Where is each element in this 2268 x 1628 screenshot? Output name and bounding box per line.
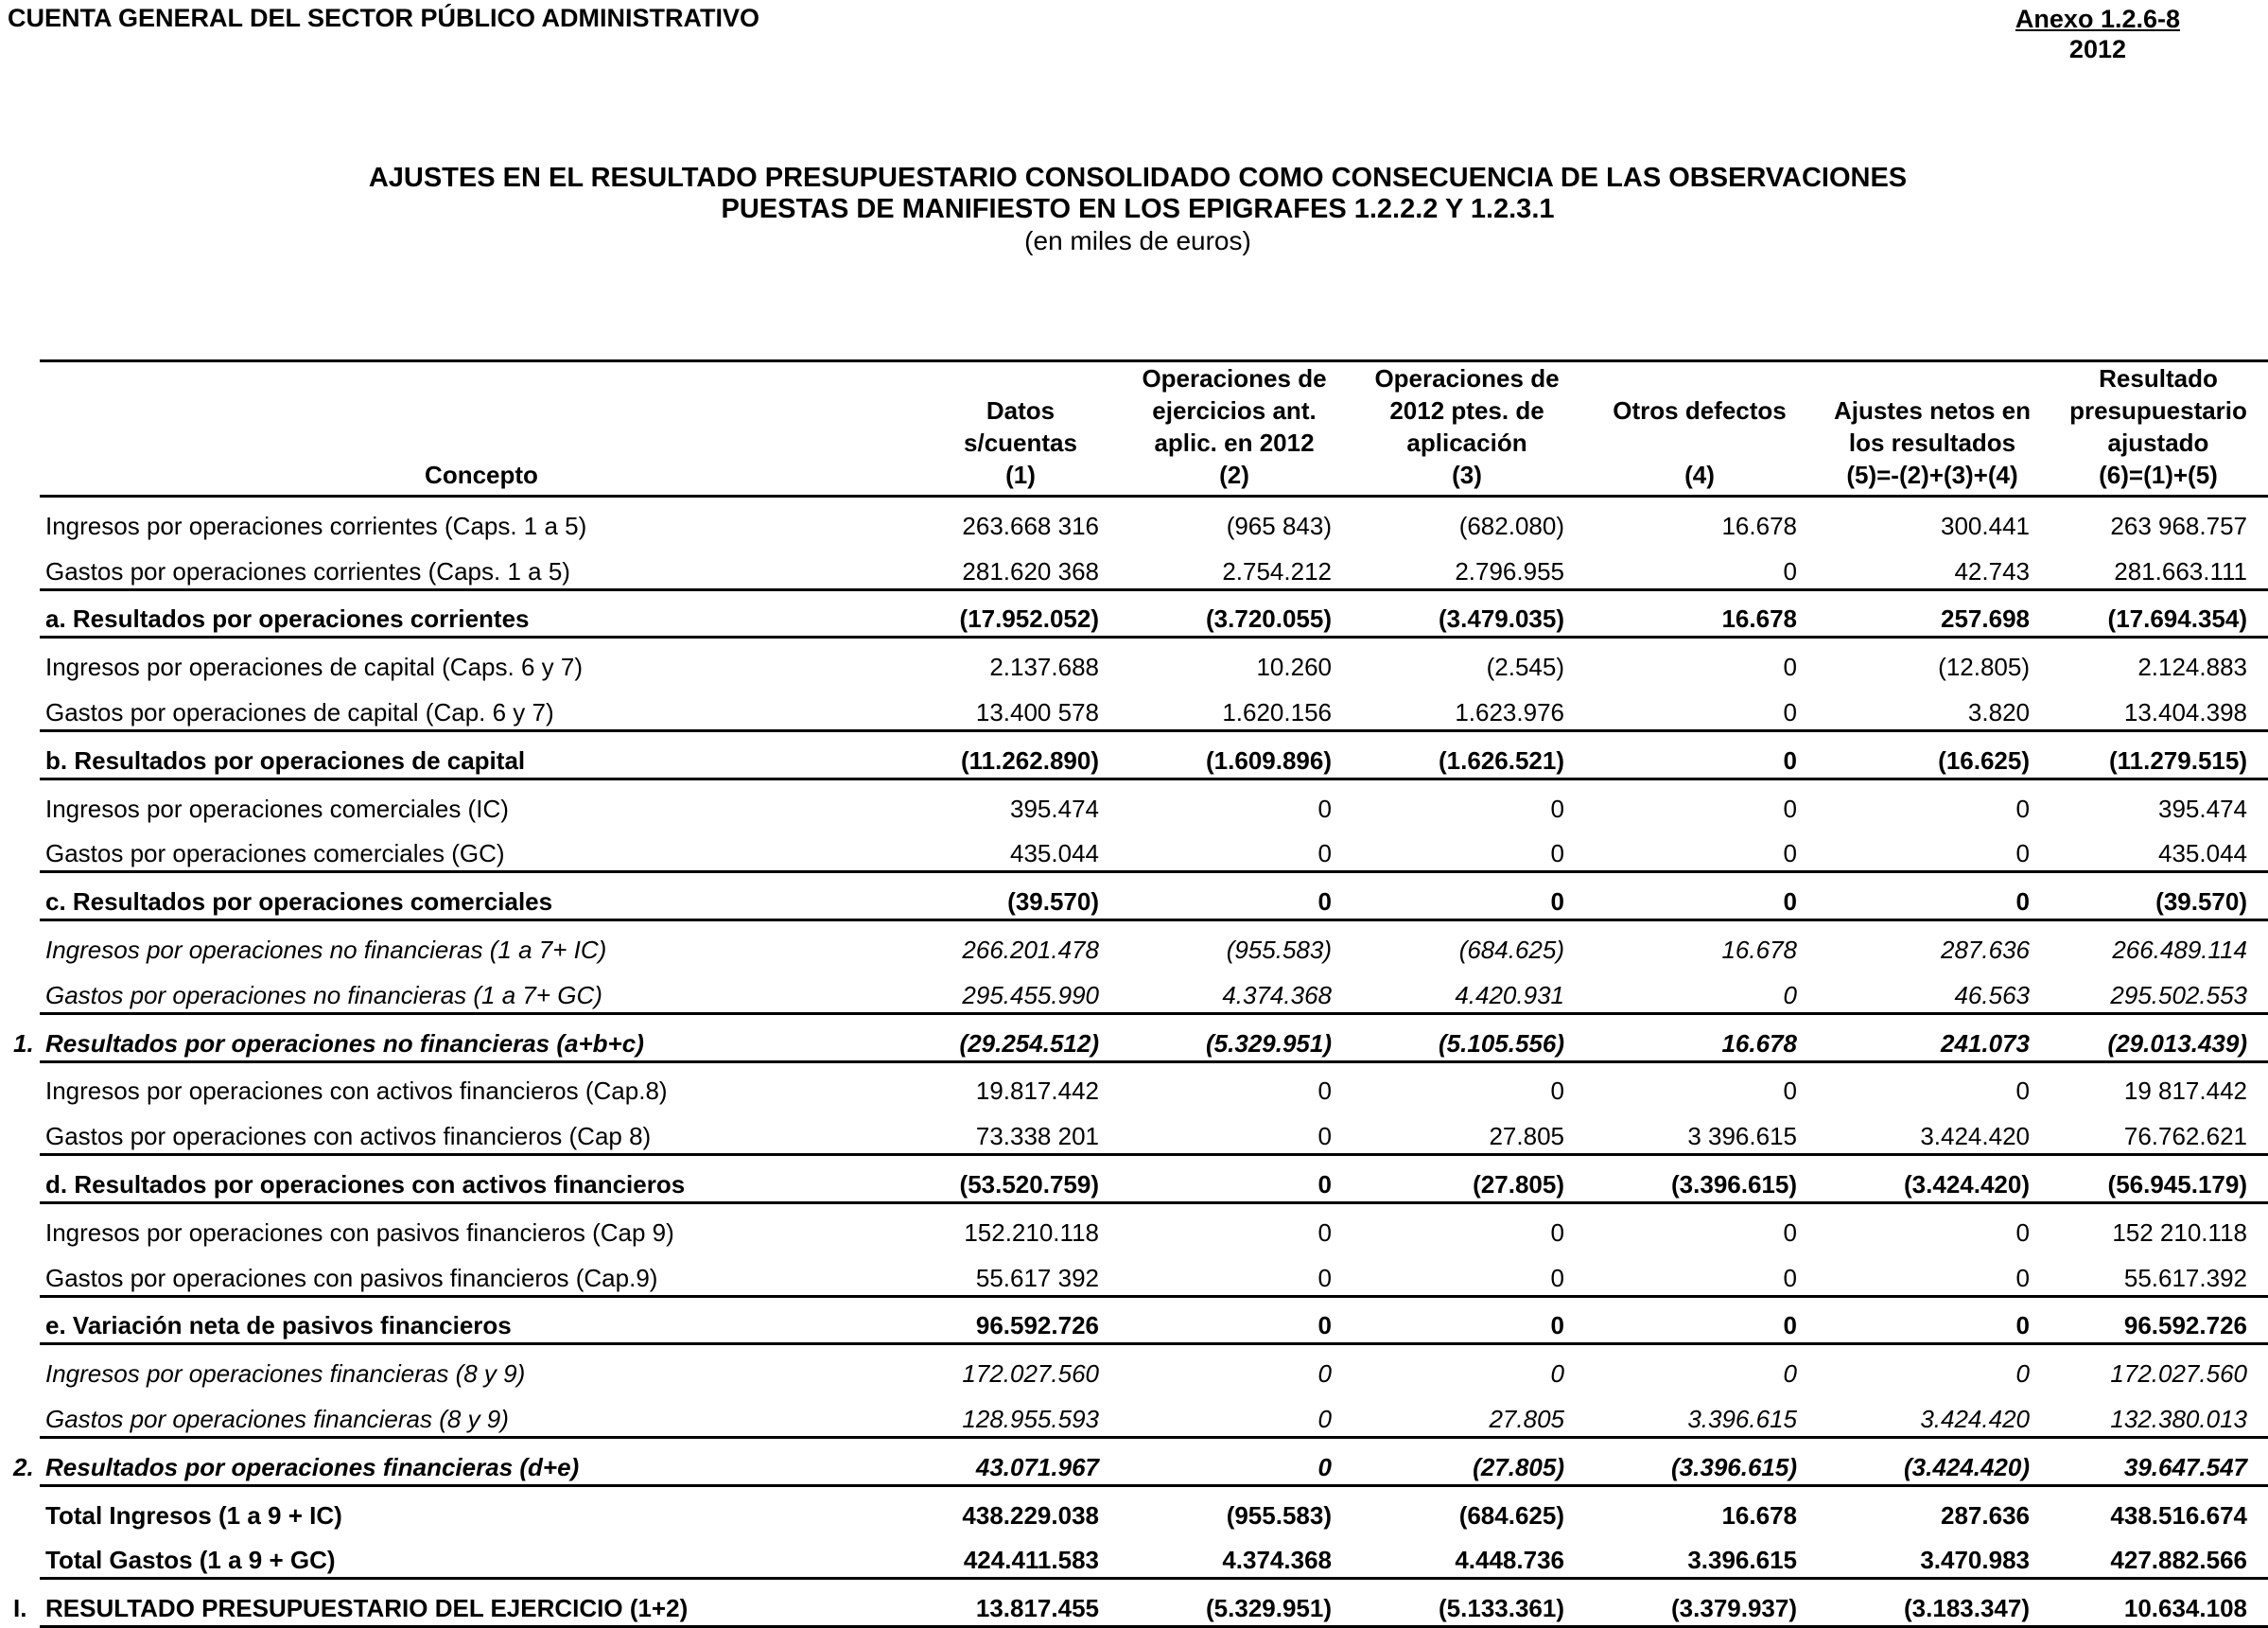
value-cell-col3: (684.625) xyxy=(1351,1485,1583,1532)
value-cell-col2: 0 xyxy=(1118,779,1351,825)
value-cell-col5: 0 xyxy=(1816,1202,2049,1249)
column-header-line: s/cuentas xyxy=(964,429,1077,457)
annex-label xyxy=(2015,4,2180,64)
value-cell-col1: (17.952.052) xyxy=(923,589,1118,638)
value-cell-col2: 0 xyxy=(1118,1344,1351,1391)
concept-cell xyxy=(40,638,923,684)
concept-cell xyxy=(40,1344,923,1391)
value-cell-col2: 0 xyxy=(1118,872,1351,920)
value-cell-col6: (29.013.439) xyxy=(2049,1013,2268,1061)
concept-label: Ingresos por operaciones no financieras (1 a 7+ IC) xyxy=(45,935,607,964)
value-cell-col4: 0 xyxy=(1583,1202,1816,1249)
concept-label: Total Ingresos (1 a 9 + IC) xyxy=(45,1500,342,1530)
value-cell-col3: 0 xyxy=(1351,779,1583,825)
value-cell-col2: 10.260 xyxy=(1118,638,1351,684)
concept-cell xyxy=(13,1013,923,1061)
concept-label: Ingresos por operaciones financieras (8 y 9) xyxy=(45,1359,526,1389)
value-cell-col4: 0 xyxy=(1583,1344,1816,1391)
concept-cell xyxy=(40,1532,923,1579)
value-cell-col4: 0 xyxy=(1583,1296,1816,1344)
concept-label: a. Resultados por operaciones corrientes xyxy=(45,604,530,634)
column-header-line: Operaciones de xyxy=(1374,364,1560,393)
value-cell-col5: 287.636 xyxy=(1816,920,2049,967)
value-cell-col2: 0 xyxy=(1118,1061,1351,1108)
concept-cell xyxy=(13,1579,923,1627)
concept-label: Gastos por operaciones con pasivos financieros (Cap.9) xyxy=(45,1263,658,1292)
value-cell-col6: 55.617.392 xyxy=(2123,1263,2247,1292)
value-cell-col4: 0 xyxy=(1583,730,1816,779)
concept-label: Gastos por operaciones financieras (8 y 9) xyxy=(45,1404,509,1433)
table-row xyxy=(40,1532,2268,1579)
value-cell-col6: 19 817.442 xyxy=(2049,1061,2268,1108)
concept-label: b. Resultados por operaciones de capital xyxy=(45,745,526,775)
value-cell-col3: 1.623.976 xyxy=(1455,697,1564,726)
concept-label: Ingresos por operaciones de capital (Caps. 6 y 7) xyxy=(45,653,583,682)
value-cell-col5: 3.820 xyxy=(1967,697,2030,726)
value-cell-col5: 3.424.420 xyxy=(1920,1404,2030,1433)
value-cell-col6: 427.882.566 xyxy=(2110,1546,2247,1575)
column-header-2 xyxy=(1118,361,1351,497)
concept-cell xyxy=(40,1391,923,1437)
table-row xyxy=(40,730,2268,779)
value-cell-col6: 172.027.560 xyxy=(2049,1344,2268,1391)
concept-label: Ingresos por operaciones con activos financieros (Cap.8) xyxy=(45,1077,668,1106)
value-cell-col2: 1.620.156 xyxy=(1222,697,1332,726)
value-cell-col4: 16.678 xyxy=(1583,920,1816,967)
value-cell-col2: (1.609.896) xyxy=(1118,730,1351,779)
value-cell-col4: 16.678 xyxy=(1721,511,1797,540)
value-cell-col3: 0 xyxy=(1351,1061,1583,1108)
column-header-line: (1) xyxy=(1005,461,1036,489)
value-cell-col1: 266.201.478 xyxy=(923,920,1118,967)
column-header-line: los resultados xyxy=(1848,429,2016,457)
concept-cell xyxy=(40,872,923,920)
value-cell-col6: 39.647.547 xyxy=(2049,1437,2268,1485)
concept-label: Resultados por operaciones financieras (d+e) xyxy=(45,1452,580,1481)
column-header-line: Concepto xyxy=(425,461,538,489)
value-cell-col5: 0 xyxy=(2015,1263,2030,1292)
value-cell-col5: 0 xyxy=(1816,1061,2049,1108)
value-cell-col6: 10.634.108 xyxy=(2049,1579,2268,1627)
value-cell-col2: 0 xyxy=(1317,1263,1332,1292)
concept-cell xyxy=(40,497,923,543)
column-header-line: (4) xyxy=(1684,461,1715,489)
table-row xyxy=(40,497,2268,543)
value-cell-col2: (965 843) xyxy=(1226,511,1332,540)
value-cell-col4: (3.379.937) xyxy=(1583,1579,1816,1627)
value-cell-col3: (27.805) xyxy=(1351,1437,1583,1485)
value-cell-col4: 3 396.615 xyxy=(1687,1122,1797,1151)
document-title xyxy=(0,163,2268,257)
concept-label: RESULTADO PRESUPUESTARIO DEL EJERCICIO (1+2) xyxy=(45,1594,689,1623)
value-cell-col2: (3.720.055) xyxy=(1118,589,1351,638)
value-cell-col3: (27.805) xyxy=(1351,1155,1583,1203)
value-cell-col2: 0 xyxy=(1317,1122,1332,1151)
value-cell-col6: (17.694.354) xyxy=(2049,589,2268,638)
value-cell-col1: (11.262.890) xyxy=(923,730,1118,779)
concept-cell xyxy=(40,1202,923,1249)
value-cell-col1: 128.955.593 xyxy=(962,1404,1099,1433)
table-row xyxy=(40,543,2268,589)
value-cell-col1: 438.229.038 xyxy=(923,1485,1118,1532)
table-row xyxy=(40,779,2268,825)
value-cell-col4: 0 xyxy=(1783,1263,1797,1292)
value-cell-col4: (3.396.615) xyxy=(1583,1155,1816,1203)
value-cell-col2: 0 xyxy=(1118,1155,1351,1203)
value-cell-col5: (3.183.347) xyxy=(1816,1579,2049,1627)
value-cell-col1: 13.400 578 xyxy=(975,697,1099,726)
value-cell-col4: 3.396.615 xyxy=(1687,1404,1797,1433)
concept-cell xyxy=(40,684,923,730)
value-cell-col2: (955.583) xyxy=(1118,920,1351,967)
table-row xyxy=(40,1250,2268,1296)
table-row xyxy=(40,1013,2268,1061)
table-row xyxy=(40,1391,2268,1437)
value-cell-col4: (3.396.615) xyxy=(1583,1437,1816,1485)
table-row xyxy=(40,826,2268,872)
table-row xyxy=(40,1344,2268,1391)
concept-label: c. Resultados por operaciones comerciales xyxy=(45,887,553,917)
concept-cell xyxy=(40,1108,923,1154)
value-cell-col1: 96.592.726 xyxy=(923,1296,1118,1344)
value-cell-col4: 16.678 xyxy=(1583,1013,1816,1061)
table-row xyxy=(40,589,2268,638)
value-cell-col1: 55.617 392 xyxy=(975,1263,1099,1292)
value-cell-col6: 266.489.114 xyxy=(2049,920,2268,967)
value-cell-col4: 16.678 xyxy=(1583,589,1816,638)
value-cell-col5: 0 xyxy=(2015,839,2030,868)
row-number: 1. xyxy=(13,1028,34,1058)
column-header-3 xyxy=(1351,361,1583,497)
concept-label: Gastos por operaciones de capital (Cap. 6 y 7) xyxy=(45,697,554,726)
value-cell-col5: (3.424.420) xyxy=(1816,1437,2049,1485)
value-cell-col6: 395.474 xyxy=(2049,779,2268,825)
concept-label: Resultados por operaciones no financieras (a+b+c) xyxy=(45,1028,644,1058)
annex-number: Anexo 1.2.6-8 xyxy=(2015,5,2180,33)
value-cell-col6: 152 210.118 xyxy=(2049,1202,2268,1249)
value-cell-col1: (29.254.512) xyxy=(923,1013,1118,1061)
value-cell-col4: 0 xyxy=(1583,1061,1816,1108)
concept-cell xyxy=(40,779,923,825)
value-cell-col2: 0 xyxy=(1118,1437,1351,1485)
concept-cell xyxy=(40,589,923,638)
value-cell-col3: 0 xyxy=(1550,839,1564,868)
value-cell-col1: 395.474 xyxy=(923,779,1118,825)
value-cell-col1: 43.071.967 xyxy=(923,1437,1118,1485)
value-cell-col1: 19.817.442 xyxy=(923,1061,1118,1108)
value-cell-col3: (5.105.556) xyxy=(1351,1013,1583,1061)
column-header-line: Datos xyxy=(986,396,1055,425)
value-cell-col5: 0 xyxy=(1816,1344,2049,1391)
table-row xyxy=(40,638,2268,684)
table-row xyxy=(40,1108,2268,1154)
value-cell-col5: (16.625) xyxy=(1816,730,2049,779)
value-cell-col4: 3.396.615 xyxy=(1687,1546,1797,1575)
value-cell-col4: 0 xyxy=(1783,839,1797,868)
value-cell-col3: 27.805 xyxy=(1489,1404,1564,1433)
column-header-line: (6)=(1)+(5) xyxy=(2099,461,2218,489)
column-header-line: ejercicios ant. xyxy=(1152,396,1317,425)
concept-label: Gastos por operaciones con activos financieros (Cap 8) xyxy=(45,1122,652,1151)
concept-cell xyxy=(40,1061,923,1108)
table-row xyxy=(40,967,2268,1013)
value-cell-col5: 0 xyxy=(1816,872,2049,920)
concept-cell xyxy=(40,1155,923,1203)
value-cell-col1: 424.411.583 xyxy=(963,1546,1099,1575)
adjustments-table xyxy=(13,359,2268,1628)
concept-label: Total Gastos (1 a 9 + GC) xyxy=(45,1546,336,1575)
value-cell-col2: 4.374.368 xyxy=(1222,1546,1332,1575)
column-header-line: Resultado xyxy=(2099,364,2218,393)
value-cell-col1: 295.455.990 xyxy=(962,980,1099,1009)
value-cell-col6: 96.592.726 xyxy=(2049,1296,2268,1344)
value-cell-col4: 0 xyxy=(1583,872,1816,920)
column-header-6 xyxy=(2049,361,2268,497)
value-cell-col6: 132.380.013 xyxy=(2110,1404,2247,1433)
column-header-line: (3) xyxy=(1452,461,1482,489)
value-cell-col1: 73.338 201 xyxy=(975,1122,1099,1151)
concept-cell xyxy=(40,1485,923,1532)
value-cell-col1: 281.620 368 xyxy=(962,556,1099,586)
row-number: 2. xyxy=(13,1452,34,1481)
table-row xyxy=(40,1437,2268,1485)
column-header-line: 2012 ptes. de xyxy=(1389,396,1544,425)
table-row xyxy=(40,1202,2268,1249)
value-cell-col2: 0 xyxy=(1118,1202,1351,1249)
value-cell-col2: 4.374.368 xyxy=(1222,980,1332,1009)
value-cell-col1: 13.817.455 xyxy=(923,1579,1118,1627)
concept-cell xyxy=(40,730,923,779)
value-cell-col3: 0 xyxy=(1351,1296,1583,1344)
value-cell-col3: (1.626.521) xyxy=(1351,730,1583,779)
value-cell-col5: 42.743 xyxy=(1954,556,2030,586)
table-row xyxy=(40,872,2268,920)
value-cell-col1: 152.210.118 xyxy=(923,1202,1118,1249)
value-cell-col3: (5.133.361) xyxy=(1351,1579,1583,1627)
column-header-line: Operaciones de xyxy=(1142,364,1327,393)
value-cell-col6: 2.124.883 xyxy=(2049,638,2268,684)
table-row xyxy=(40,920,2268,967)
concept-label: d. Resultados por operaciones con activos financieros xyxy=(45,1169,686,1199)
value-cell-col5: 300.441 xyxy=(1941,511,2030,540)
value-cell-col5: 3.424.420 xyxy=(1920,1122,2030,1151)
value-cell-col3: (2.545) xyxy=(1351,638,1583,684)
value-cell-col3: 4.420.931 xyxy=(1455,980,1564,1009)
value-cell-col3: 0 xyxy=(1550,1263,1564,1292)
value-cell-col3: (682.080) xyxy=(1458,511,1564,540)
value-cell-col5: 287.636 xyxy=(1816,1485,2049,1532)
value-cell-col3: 27.805 xyxy=(1489,1122,1564,1151)
value-cell-col6: (11.279.515) xyxy=(2049,730,2268,779)
value-cell-col2: 0 xyxy=(1317,1404,1332,1433)
value-cell-col6: 438.516.674 xyxy=(2049,1485,2268,1532)
concept-cell xyxy=(40,826,923,872)
column-header-line: (2) xyxy=(1219,461,1249,489)
column-header-0 xyxy=(40,361,923,497)
table-header xyxy=(40,361,2268,497)
value-cell-col4: 0 xyxy=(1783,980,1797,1009)
column-header-line: (5)=-(2)+(3)+(4) xyxy=(1846,461,2018,489)
value-cell-col3: 0 xyxy=(1351,872,1583,920)
value-cell-col6: 435.044 xyxy=(2158,839,2247,868)
concept-label: Gastos por operaciones comerciales (GC) xyxy=(45,839,505,868)
value-cell-col2: 0 xyxy=(1118,1296,1351,1344)
value-cell-col3: 0 xyxy=(1351,1344,1583,1391)
table-row xyxy=(40,1155,2268,1203)
value-cell-col5: 46.563 xyxy=(1954,980,2030,1009)
value-cell-col1: 172.027.560 xyxy=(923,1344,1118,1391)
concept-cell xyxy=(13,1437,923,1485)
value-cell-col6: 263 968.757 xyxy=(2110,511,2247,540)
value-cell-col1: 2.137.688 xyxy=(923,638,1118,684)
concept-label: e. Variación neta de pasivos financieros xyxy=(45,1311,512,1340)
value-cell-col2: (5.329.951) xyxy=(1118,1013,1351,1061)
title-line-1: AJUSTES EN EL RESULTADO PRESUPUESTARIO CONSOLIDADO COMO CONSECUENCIA DE LAS OBSERVACIONES xyxy=(368,163,1908,193)
value-cell-col6: (39.570) xyxy=(2049,872,2268,920)
report-header: CUENTA GENERAL DEL SECTOR PÚBLICO ADMINISTRATIVO xyxy=(8,4,760,32)
value-cell-col6: 76.762.621 xyxy=(2123,1122,2247,1151)
value-cell-col4: 16.678 xyxy=(1583,1485,1816,1532)
column-header-line: aplicación xyxy=(1406,429,1527,457)
concept-cell xyxy=(40,967,923,1013)
value-cell-col5: 0 xyxy=(1816,1296,2049,1344)
value-cell-col2: 2.754.212 xyxy=(1222,556,1332,586)
value-cell-col4: 0 xyxy=(1583,779,1816,825)
concept-label: Ingresos por operaciones comerciales (IC) xyxy=(45,794,509,823)
table-row xyxy=(40,1579,2268,1627)
column-header-5 xyxy=(1816,361,2049,497)
column-header-4 xyxy=(1583,361,1816,497)
column-header-line: ajustado xyxy=(2107,429,2209,457)
concept-cell xyxy=(40,1296,923,1344)
value-cell-col4: 0 xyxy=(1783,697,1797,726)
column-header-line: Ajustes netos en xyxy=(1833,396,2032,425)
table-body xyxy=(13,497,2268,1627)
value-cell-col5: 257.698 xyxy=(1816,589,2049,638)
column-header-line xyxy=(1583,427,1816,459)
value-cell-col1: (39.570) xyxy=(923,872,1118,920)
value-cell-col6: 295.502.553 xyxy=(2110,980,2247,1009)
value-cell-col2: (955.583) xyxy=(1118,1485,1351,1532)
value-cell-col1: (53.520.759) xyxy=(923,1155,1118,1203)
concept-label: Gastos por operaciones no financieras (1 a 7+ GC) xyxy=(45,980,602,1009)
concept-cell xyxy=(40,543,923,589)
concept-cell xyxy=(40,920,923,967)
value-cell-col6: 13.404.398 xyxy=(2123,697,2247,726)
value-cell-col6: (56.945.179) xyxy=(2049,1155,2268,1203)
value-cell-col5: (3.424.420) xyxy=(1816,1155,2049,1203)
value-cell-col3: 0 xyxy=(1351,1202,1583,1249)
row-number: I. xyxy=(13,1594,27,1623)
column-header-1 xyxy=(923,361,1118,497)
value-cell-col6: 281.663.111 xyxy=(2114,556,2247,586)
title-line-2: PUESTAS DE MANIFIESTO EN LOS EPIGRAFES 1.2.2.2 Y 1.2.3.1 xyxy=(721,194,1555,224)
table-row xyxy=(40,684,2268,730)
value-cell-col2: (5.329.951) xyxy=(1118,1579,1351,1627)
value-cell-col2: 0 xyxy=(1317,839,1332,868)
value-cell-col3: 4.448.736 xyxy=(1455,1546,1564,1575)
column-header-line: aplic. en 2012 xyxy=(1154,429,1315,457)
concept-label: Ingresos por operaciones corrientes (Caps. 1 a 5) xyxy=(45,511,587,540)
value-cell-col4: 0 xyxy=(1783,556,1797,586)
column-header-line: Otros defectos xyxy=(1613,396,1787,425)
concept-cell xyxy=(40,1250,923,1296)
table-row xyxy=(40,1296,2268,1344)
units-note: (en miles de euros) xyxy=(1024,226,1251,255)
value-cell-col3: 2.796.955 xyxy=(1455,556,1564,586)
value-cell-col1: 263.668 316 xyxy=(962,511,1099,540)
concept-label: Gastos por operaciones corrientes (Caps. 1 a 5) xyxy=(45,556,570,586)
value-cell-col3: (684.625) xyxy=(1351,920,1583,967)
concept-label: Ingresos por operaciones con pasivos financieros (Cap 9) xyxy=(45,1217,674,1247)
value-cell-col5: 0 xyxy=(1816,779,2049,825)
table-row xyxy=(40,1061,2268,1108)
value-cell-col5: 3.470.983 xyxy=(1920,1546,2030,1575)
value-cell-col5: 241.073 xyxy=(1816,1013,2049,1061)
value-cell-col4: 0 xyxy=(1583,638,1816,684)
column-header-line: presupuestario xyxy=(2069,396,2247,425)
table-row xyxy=(40,1485,2268,1532)
value-cell-col5: (12.805) xyxy=(1816,638,2049,684)
value-cell-col1: 435.044 xyxy=(1010,839,1099,868)
value-cell-col3: (3.479.035) xyxy=(1351,589,1583,638)
annex-year: 2012 xyxy=(2068,35,2126,63)
